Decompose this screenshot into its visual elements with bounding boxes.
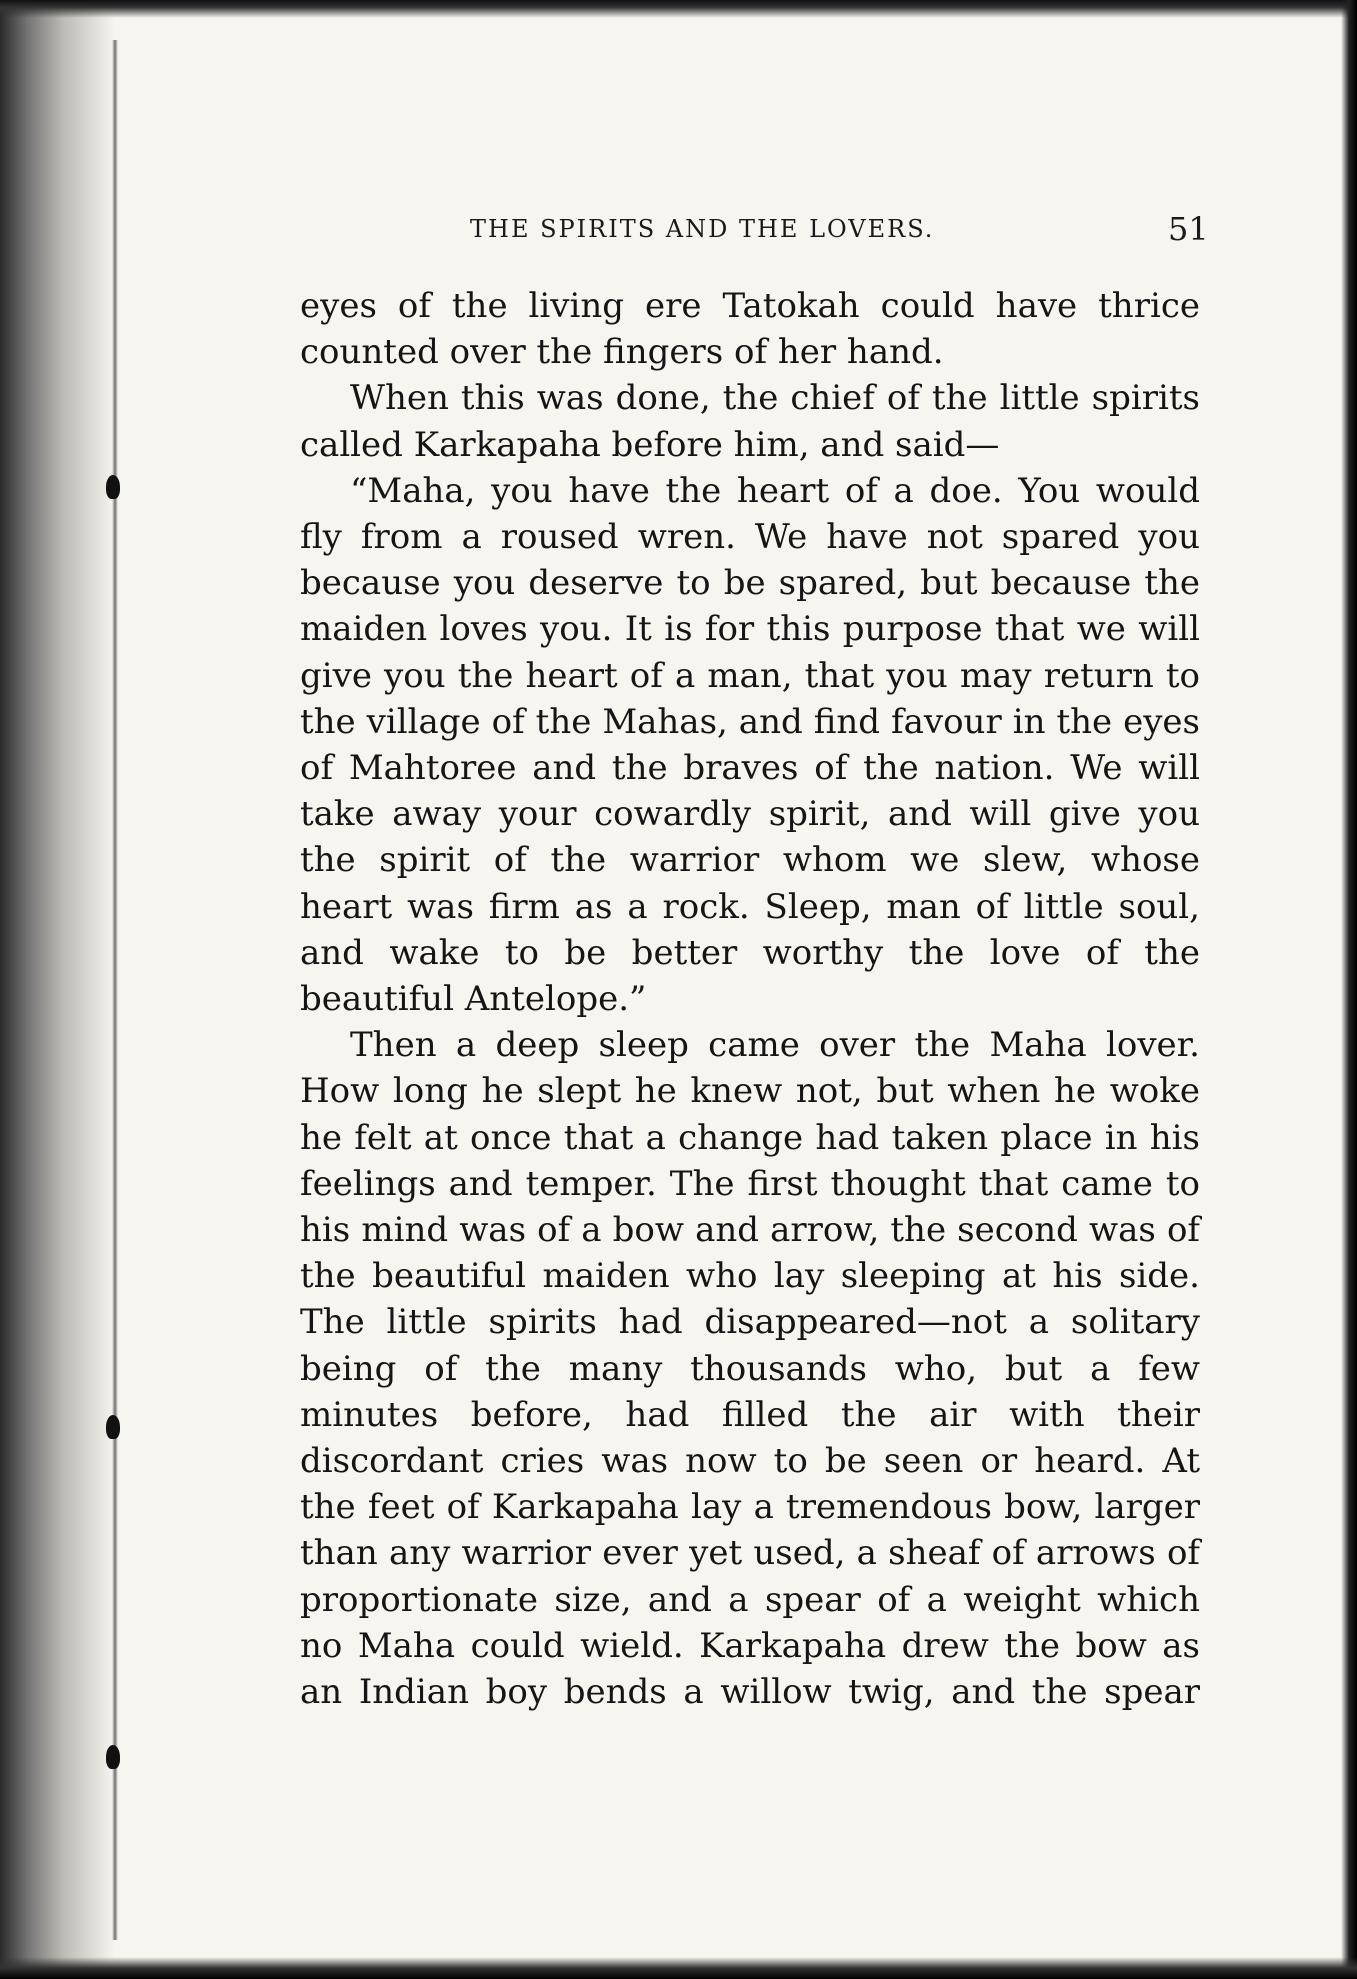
top-edge-shadow (0, 0, 1357, 18)
binding-mark (106, 1745, 120, 1769)
paragraph: Then a deep sleep came over the Maha lover. How long he slept he knew not, but when he woke he felt at once that a change had taken place in his feelings and temper. The first thought that came to his mind was of a bow and arrow, the second was of the beautiful maiden who lay sleeping at his side. The little spirits had disappeared—not a solitary being of the many thousands who, but a few minutes before, had filled the air with their discordant cries was now to be seen or heard. At the feet of Karkapaha lay a tremendous bow, larger than any warrior ever yet used, a sheaf of arrows of proportionate size, and a spear of a weight which no Maha could wield. Karkapaha drew the bow as an Indian boy bends a willow twig, and the spear (300, 1025, 1200, 1713)
right-edge-shadow (1341, 0, 1357, 1979)
binding-mark (106, 475, 120, 499)
bottom-edge-shadow (0, 1957, 1357, 1979)
gutter-line (112, 40, 118, 1940)
page-number: 51 (1168, 210, 1209, 248)
paragraph-speech: “Maha, you have the heart of a doe. You would fly from a roused wren. We have not spared you because you deserve to be spared, but because the maiden loves you. It is for this purpose that we will give you the heart of a man, that you may return to the village of the Mahas, and find favour in the eyes of Mahtoree and the braves of the nation. We will take away your cowardly spirit, and will give you the spirit of the warrior whom we slew, whose heart was firm as a rock. Sleep, man of little soul, and wake to be better worthy the love of the beautiful Antelope.” (300, 470, 1200, 1020)
binding-mark (106, 1415, 120, 1439)
left-binding-shadow (0, 0, 115, 1979)
body-text (300, 283, 1200, 1715)
running-title: THE SPIRITS AND THE LOVERS. (470, 215, 935, 243)
paragraph: When this was done, the chief of the little spirits called Karkapaha before him, and said— (300, 378, 1200, 465)
paragraph-continuation: eyes of the living ere Tatokah could have thrice counted over the fingers of her hand. (300, 286, 1200, 373)
